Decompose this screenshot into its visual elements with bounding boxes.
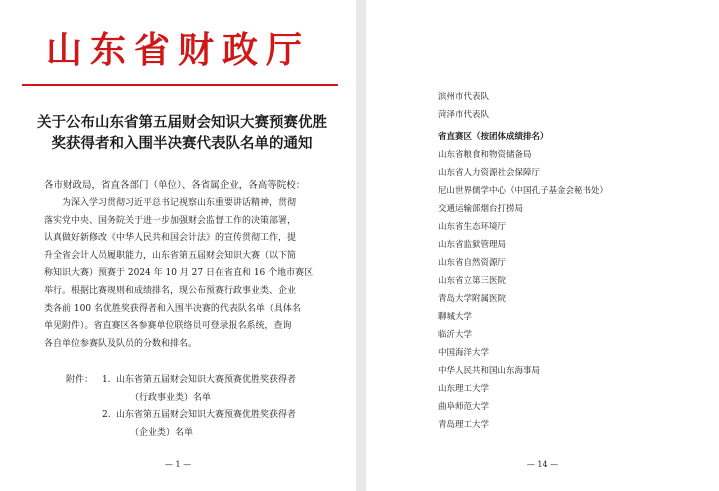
attachments-label: 附件： bbox=[66, 375, 94, 385]
page-number: — 14 — bbox=[526, 460, 559, 469]
attachments-list bbox=[66, 372, 336, 442]
title-line: 关于公布山东省第五届财会知识大赛预赛优胜 bbox=[37, 114, 327, 131]
section-heading: 省直赛区（按团体成绩排名） bbox=[438, 132, 549, 142]
list-item: 临沂大学 bbox=[438, 330, 473, 340]
list-item: 尼山世界儒学中心（中国孔子基金会秘书处） bbox=[438, 186, 609, 196]
list-item: 山东省生态环境厅 bbox=[438, 222, 507, 232]
salutation: 各市财政局，省直各部门（单位）、各省属企业，各高等院校： bbox=[44, 180, 306, 191]
title-line: 奖获得者和入围半决赛代表队名单的通知 bbox=[51, 135, 313, 152]
list-item: 滨州市代表队 bbox=[438, 92, 490, 102]
list-item: 山东省自然资源厅 bbox=[438, 258, 507, 268]
body-text bbox=[44, 195, 344, 353]
body-line: 单见附件）。省直赛区各参赛单位联络员可登录报名系统，查询 bbox=[44, 321, 292, 332]
document-page-14 bbox=[366, 0, 719, 491]
attachment-title-continued: （企业类）名单 bbox=[130, 427, 194, 438]
list-item: 青岛大学附属医院 bbox=[438, 294, 507, 304]
attachment-title: 山东省第五届财会知识大赛预赛优胜奖获得者 bbox=[116, 375, 297, 385]
document-page-1 bbox=[0, 0, 356, 491]
attachment-title-continued: （行政事业类）名单 bbox=[130, 392, 212, 403]
list-item: 菏泽市代表队 bbox=[438, 110, 490, 120]
list-item: 山东省人力资源社会保障厅 bbox=[438, 168, 541, 178]
attachment-item bbox=[66, 407, 336, 425]
list-item: 青岛理工大学 bbox=[438, 420, 490, 430]
masthead-title: 山东省财政厅 bbox=[45, 29, 310, 71]
body-line: 举行。根据比赛规则和成绩排名，现公布预赛行政事业类、企业 bbox=[44, 285, 297, 296]
list-item: 曲阜师范大学 bbox=[438, 402, 490, 412]
body-line: 各自单位参赛队及队员的分数和排名。 bbox=[44, 338, 198, 349]
body-line: 为深入学习贯彻习近平总书记视察山东重要讲话精神，贯彻 bbox=[62, 198, 297, 208]
attachment-number: 2. bbox=[102, 410, 111, 420]
attachment-item bbox=[66, 372, 336, 390]
attachment-number: 1. bbox=[102, 375, 111, 385]
body-line: 升全省会计人员履职能力，山东省第五届财会知识大赛（以下简 bbox=[44, 250, 297, 261]
body-line: 类各前 100 名优胜奖获得者和入围半决赛的代表队名单（具体名 bbox=[44, 303, 301, 314]
list-item: 中华人民共和国山东海事局 bbox=[438, 366, 541, 376]
team-list bbox=[438, 88, 698, 434]
list-item: 聊城大学 bbox=[438, 312, 473, 322]
list-item: 山东省粮食和物资储备局 bbox=[438, 150, 532, 160]
body-line: 称知识大赛）预赛于 2024 年 10 月 27 日在省直和 16 个地市赛区 bbox=[44, 268, 314, 279]
list-item: 山东省立第三医院 bbox=[438, 276, 507, 286]
attachment-title: 山东省第五届财会知识大赛预赛优胜奖获得者 bbox=[116, 410, 297, 420]
body-line: 认真做好新修改《中华人民共和国会计法》的宣传贯彻工作，提 bbox=[44, 233, 297, 244]
document-title bbox=[26, 112, 338, 154]
page-number: — 1 — bbox=[164, 460, 192, 469]
list-item: 山东省监狱管理局 bbox=[438, 240, 507, 250]
page-gutter bbox=[356, 0, 366, 491]
body-line: 落实党中央、国务院关于进一步加强财会监督工作的决策部署， bbox=[44, 215, 297, 226]
masthead-red-rule bbox=[22, 84, 338, 86]
list-item: 中国海洋大学 bbox=[438, 348, 490, 358]
list-item: 交通运输部烟台打捞局 bbox=[438, 204, 524, 214]
list-item: 山东理工大学 bbox=[438, 384, 490, 394]
